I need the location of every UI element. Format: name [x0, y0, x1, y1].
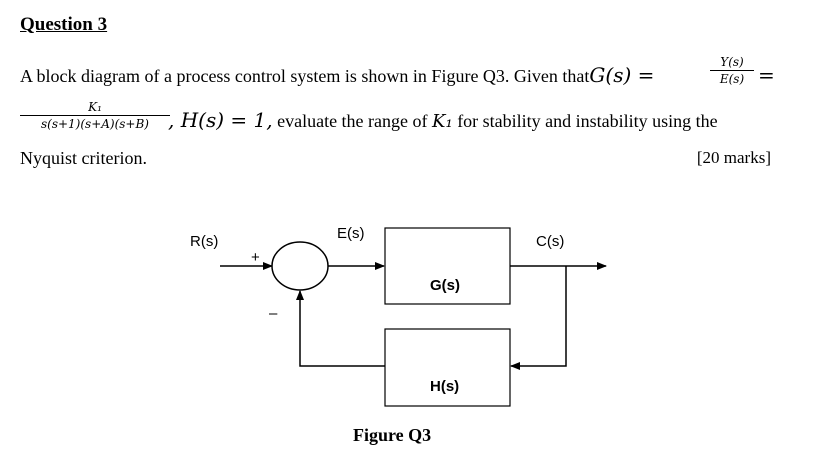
question-heading: Question 3 — [20, 14, 108, 35]
fraction-numerator-k1: K₁ — [88, 100, 102, 114]
stability-text: for stability and instability using the — [457, 111, 718, 131]
feedback-arrow-to-h — [511, 266, 566, 366]
fraction-denominator: E(s) — [719, 72, 745, 86]
e-label: E(s) — [337, 225, 365, 242]
question-intro-text: A block diagram of a process control system is shown in Figure Q3. Given that — [20, 66, 590, 86]
h-block-label: H(s) — [430, 378, 460, 395]
question-line-3: Nyquist criterion. — [20, 148, 147, 168]
evaluate-text: evaluate the range of — [277, 111, 428, 131]
fraction-denominator-polynomial: s(s+1)(s+A)(s+B) — [40, 117, 149, 131]
g-of-s-expression: G(s) = — [589, 63, 655, 87]
g-block-label: G(s) — [430, 277, 460, 294]
feedback-arrow-to-junction — [300, 291, 385, 366]
summing-junction — [272, 242, 328, 290]
minus-sign: – — [269, 305, 278, 322]
k1-symbol: K₁ — [432, 111, 453, 132]
equals-sign: = — [758, 63, 775, 87]
c-label: C(s) — [536, 233, 565, 250]
marks-label: [20 marks] — [696, 148, 771, 167]
h-of-s-expression: , H(s) = 1, — [168, 108, 273, 132]
r-label: R(s) — [190, 233, 219, 250]
fraction-numerator: Y(s) — [720, 55, 744, 69]
figure-caption: Figure Q3 — [353, 425, 432, 445]
plus-sign: + — [251, 249, 260, 266]
